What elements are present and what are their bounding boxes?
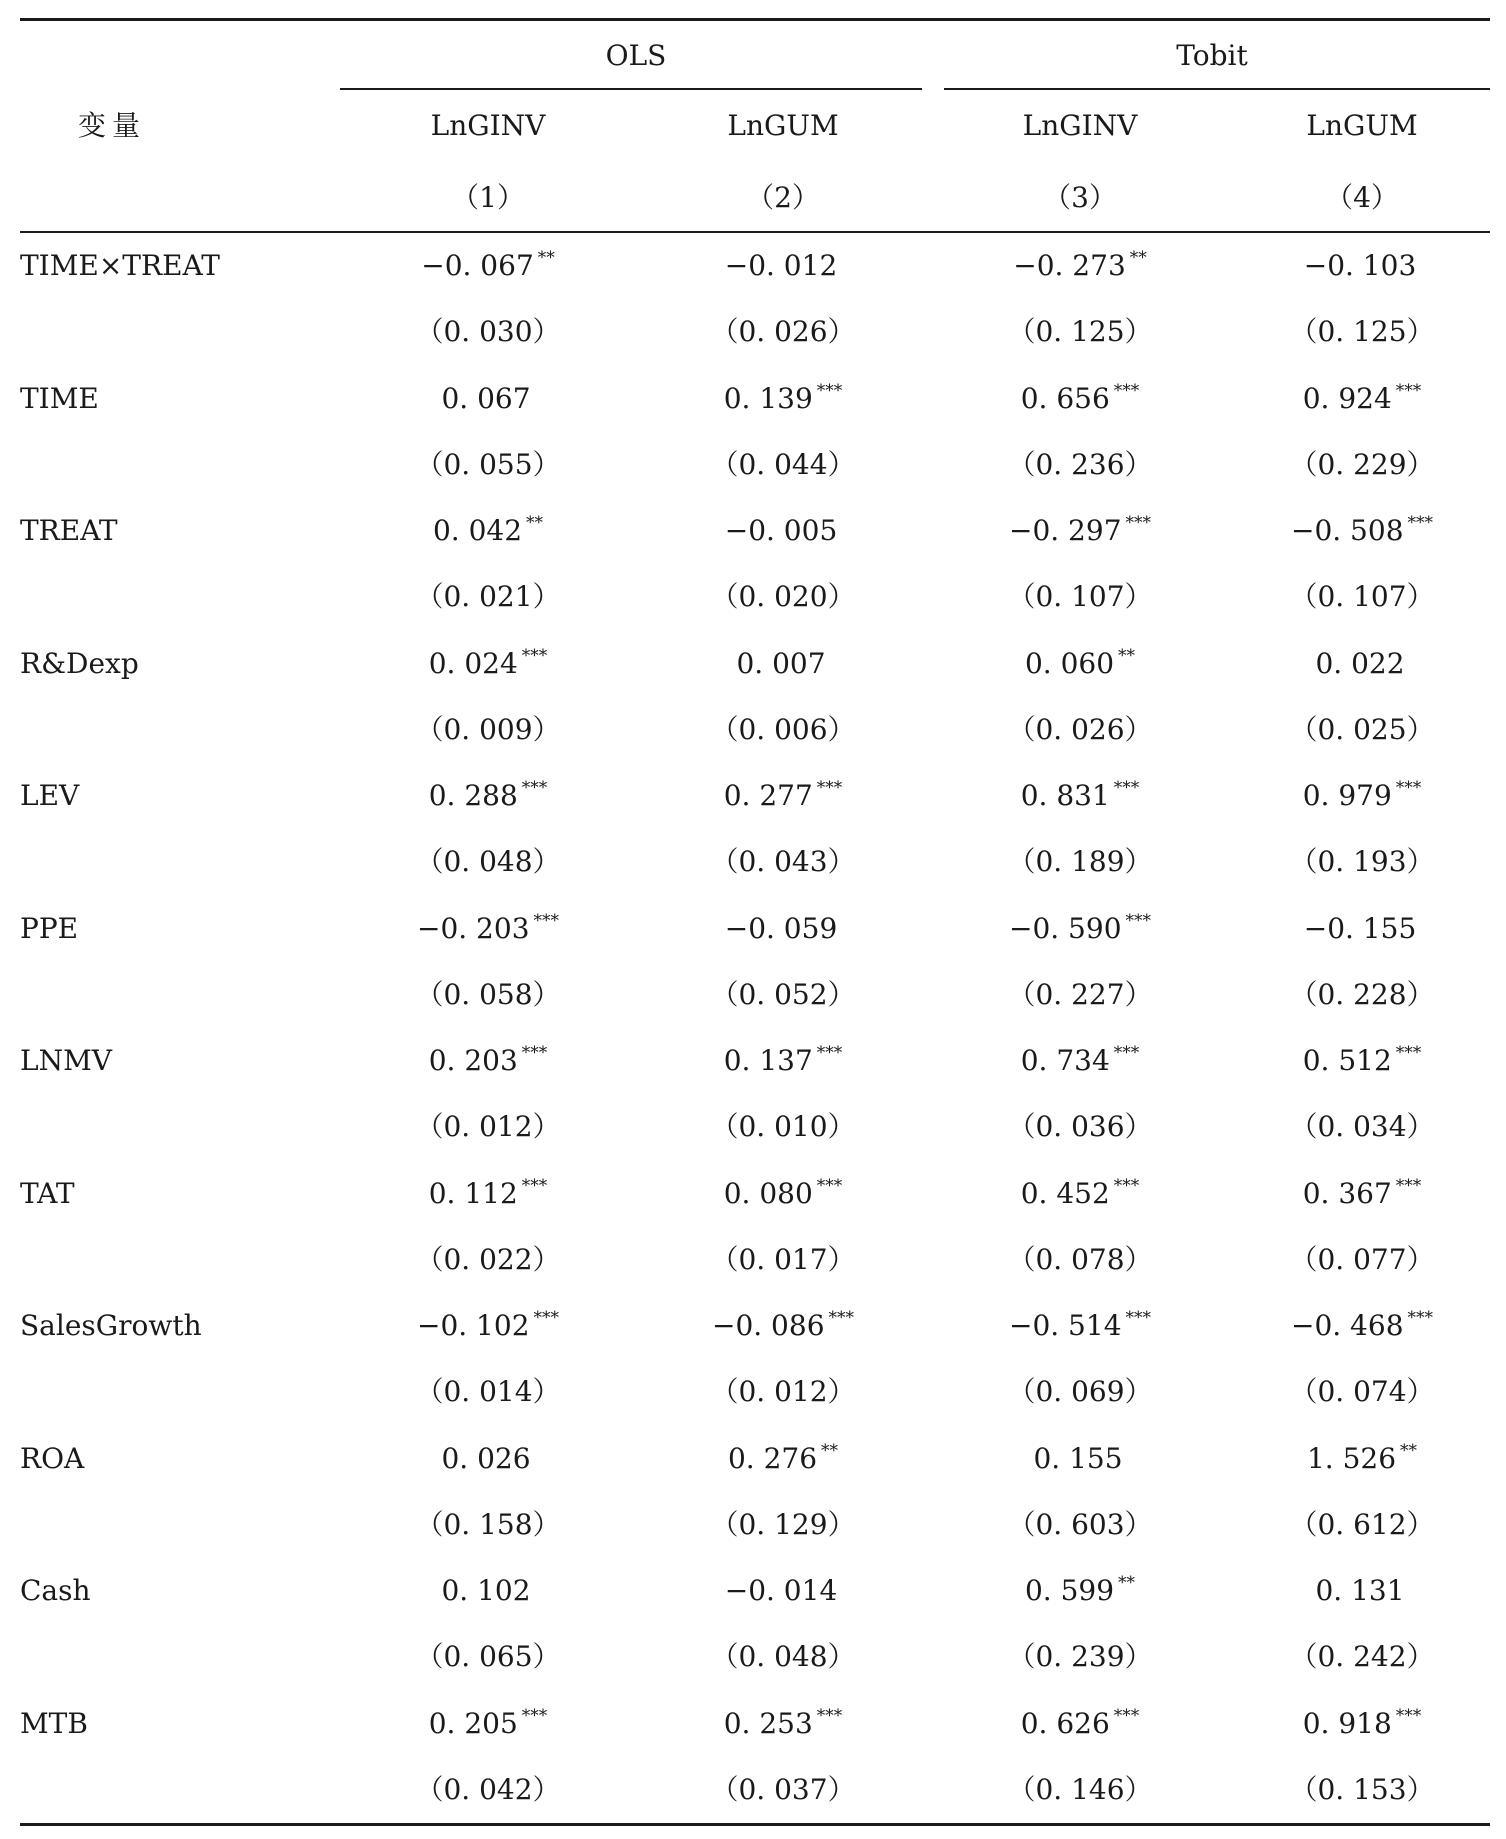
std-error-cell: （0. 069） [1007,1375,1153,1408]
coef-value: 0. 112 [428,1176,518,1210]
group-header-tobit: Tobit [1176,39,1248,72]
coef-cell [428,645,548,680]
row-label: MTB [20,1706,88,1740]
coef-cell [428,1705,548,1740]
row-label: Cash [20,1574,91,1607]
coef-cell [727,1440,839,1475]
coef-value: 0. 979 [1302,779,1392,812]
significance-stars: *** [816,778,843,798]
significance-stars: *** [816,380,843,401]
coef-value: −0. 067 [421,249,534,282]
std-error-cell: （0. 034） [1289,1110,1435,1143]
coef-value: −0. 514 [1008,1309,1122,1342]
std-error-cell: （0. 020） [710,580,856,613]
std-error-cell: （0. 107） [1007,580,1153,613]
std-error-cell: （0. 236） [1007,447,1153,481]
std-error-cell: （0. 043） [710,845,856,878]
significance-stars: *** [816,1043,843,1063]
coef-cell [1290,513,1434,547]
significance-stars: *** [521,645,548,666]
column-dep-var-4: LnGUM [1306,109,1418,142]
std-error-cell: （0. 227） [1007,977,1153,1011]
std-error-cell: （0. 030） [415,315,561,348]
coef-cell [428,1175,548,1210]
coef-cell [1302,1175,1422,1210]
significance-stars: *** [533,1308,560,1328]
coef-cell [1290,1308,1434,1342]
std-error-cell: （0. 603） [1007,1507,1153,1541]
significance-stars: ** [1118,1573,1136,1593]
significance-stars: *** [1113,380,1140,401]
coef-value: 0. 831 [1020,779,1110,812]
column-dep-var-2: LnGUM [727,109,839,142]
column-dep-var-1: LnGINV [430,109,546,142]
coef-cell [736,646,829,680]
std-error-cell: （0. 239） [1007,1640,1153,1673]
coef-value: −0. 059 [724,911,838,945]
coef-value: 0. 599 [1024,1574,1115,1607]
std-error-cell: （0. 017） [710,1242,856,1276]
coef-value: 0. 367 [1302,1176,1392,1210]
std-error-cell: （0. 125） [1289,315,1435,348]
coef-cell [724,514,842,547]
std-error-cell: （0. 042） [415,1772,561,1806]
coef-value: 0. 253 [723,1706,813,1740]
significance-stars: ** [1129,248,1147,268]
significance-stars: *** [1125,513,1152,533]
row-label: TAT [20,1176,75,1210]
std-error-cell: （0. 242） [1289,1640,1435,1673]
coef-value: 0. 288 [428,779,518,812]
coef-cell [723,778,843,812]
coef-value: −0. 012 [724,249,838,282]
std-error-cell: （0. 055） [415,447,561,481]
coef-value: 0. 007 [736,646,826,680]
coef-cell [1302,778,1422,812]
variable-header: 变量 [78,109,147,142]
significance-stars: *** [1113,1705,1140,1726]
std-error-cell: （0. 048） [415,845,561,878]
top-rule [20,18,1490,21]
std-error-cell: （0. 078） [1007,1242,1153,1276]
coef-value: 1. 526 [1306,1441,1397,1475]
coef-value: 0. 734 [1020,1044,1110,1077]
coef-cell [1024,645,1136,680]
coef-cell [1315,1574,1408,1607]
std-error-cell: （0. 612） [1289,1507,1435,1541]
significance-stars: *** [521,1175,548,1196]
significance-stars: *** [533,910,560,931]
coef-cell [441,1574,534,1607]
coef-value: −0. 203 [416,911,530,945]
significance-stars: *** [1395,1043,1422,1063]
coef-cell [723,1043,843,1077]
ols-group-rule [340,88,922,90]
std-error-cell: （0. 052） [710,977,856,1011]
coef-value: 0. 137 [723,1044,813,1077]
coef-cell [1033,1441,1126,1475]
coef-cell [441,1441,534,1475]
coef-cell [441,381,534,415]
coef-value: −0. 508 [1290,514,1404,547]
coef-cell [1008,910,1152,945]
coef-cell [724,249,842,282]
coef-cell [724,1574,842,1607]
std-error-cell: （0. 125） [1007,315,1153,348]
coef-value: 0. 067 [441,381,531,415]
row-label: TREAT [20,514,118,547]
column-number-4: （4） [1325,181,1399,214]
group-header-ols: OLS [605,39,667,72]
coef-cell [1020,778,1140,812]
coef-value: 0. 102 [441,1574,531,1607]
coef-value: −0. 086 [711,1309,825,1342]
significance-stars: *** [1113,1043,1140,1063]
coef-cell [1020,1705,1140,1740]
column-number-2: （2） [746,181,820,214]
coef-value: 0. 918 [1302,1706,1392,1740]
coef-cell [428,1043,548,1077]
coef-cell [1302,380,1422,415]
significance-stars: *** [1395,1175,1422,1196]
std-error-cell: （0. 058） [415,977,561,1011]
coef-cell [1013,248,1147,282]
column-number-1: （1） [451,181,525,214]
significance-stars: *** [521,778,548,798]
coef-value: 0. 277 [723,779,813,812]
coef-value: 0. 131 [1315,1574,1405,1607]
significance-stars: ** [1118,645,1136,666]
coef-cell [1315,646,1408,680]
coef-cell [723,1705,843,1740]
std-error-cell: （0. 107） [1289,580,1435,613]
significance-stars: *** [521,1043,548,1063]
coef-cell [724,911,842,945]
std-error-cell: （0. 012） [710,1375,856,1408]
std-error-cell: （0. 044） [710,447,856,481]
coef-cell [1302,1705,1422,1740]
std-error-cell: （0. 037） [710,1772,856,1806]
std-error-cell: （0. 129） [710,1507,856,1541]
coef-value: 0. 205 [428,1706,518,1740]
coef-value: 0. 139 [723,381,813,415]
std-error-cell: （0. 021） [415,580,561,613]
row-label: LNMV [20,1044,112,1077]
header-bottom-rule [20,231,1490,233]
coef-cell [421,248,555,282]
significance-stars: ** [526,513,544,533]
coef-cell [1020,380,1140,415]
coef-value: 0. 024 [428,646,518,680]
std-error-cell: （0. 022） [415,1242,561,1276]
std-error-cell: （0. 025） [1289,712,1435,746]
significance-stars: *** [1395,380,1422,401]
std-error-cell: （0. 036） [1007,1110,1153,1143]
coef-value: 0. 452 [1020,1176,1110,1210]
std-error-cell: （0. 153） [1289,1772,1435,1806]
coef-value: 0. 155 [1033,1441,1123,1475]
coef-cell [416,910,560,945]
coef-value: 0. 042 [432,514,523,547]
significance-stars: *** [1113,778,1140,798]
row-label: LEV [20,779,80,812]
coef-value: −0. 273 [1013,249,1126,282]
coef-cell [1008,1308,1152,1342]
significance-stars: ** [1400,1440,1418,1461]
significance-stars: *** [828,1308,855,1328]
std-error-cell: （0. 158） [415,1507,561,1541]
std-error-cell: （0. 146） [1007,1772,1153,1806]
column-number-3: （3） [1043,181,1117,214]
std-error-cell: （0. 077） [1289,1242,1435,1276]
std-error-cell: （0. 074） [1289,1375,1435,1408]
coef-value: 0. 924 [1302,381,1392,415]
coef-value: −0. 297 [1008,514,1122,547]
significance-stars: *** [1407,1308,1434,1328]
coef-value: −0. 014 [724,1574,838,1607]
significance-stars: *** [1395,778,1422,798]
significance-stars: ** [821,1440,839,1461]
coef-value: 0. 512 [1302,1044,1392,1077]
coef-value: 0. 276 [727,1441,818,1475]
coef-cell [723,380,843,415]
coef-cell [1020,1043,1140,1077]
coef-value: 0. 626 [1020,1706,1110,1740]
coef-cell [1303,911,1421,945]
coef-value: −0. 103 [1303,249,1417,282]
row-label: R&Dexp [20,646,139,680]
row-label: TIME [20,381,99,415]
coef-value: −0. 102 [416,1309,530,1342]
significance-stars: *** [1407,513,1434,533]
coef-value: 0. 026 [441,1441,531,1475]
coef-cell [432,513,544,547]
coef-value: 0. 203 [428,1044,518,1077]
coef-value: 0. 080 [723,1176,813,1210]
bottom-rule [20,1823,1490,1826]
row-label: PPE [20,911,79,945]
std-error-cell: （0. 048） [710,1640,856,1673]
std-error-cell: （0. 026） [1007,712,1153,746]
row-label: SalesGrowth [20,1309,202,1342]
coef-cell [1020,1175,1140,1210]
coef-value: 0. 060 [1024,646,1115,680]
coef-cell [711,1308,855,1342]
std-error-cell: （0. 014） [415,1375,561,1408]
std-error-cell: （0. 065） [415,1640,561,1673]
std-error-cell: （0. 010） [710,1110,856,1143]
coef-value: −0. 590 [1008,911,1122,945]
std-error-cell: （0. 009） [415,712,561,746]
tobit-group-rule [944,88,1490,90]
std-error-cell: （0. 229） [1289,447,1435,481]
significance-stars: *** [521,1705,548,1726]
std-error-cell: （0. 189） [1007,845,1153,878]
coef-cell [723,1175,843,1210]
std-error-cell: （0. 026） [710,315,856,348]
coef-cell [1303,249,1421,282]
row-label: TIME×TREAT [20,249,220,282]
significance-stars: *** [1125,910,1152,931]
coef-value: 0. 022 [1315,646,1405,680]
std-error-cell: （0. 193） [1289,845,1435,878]
significance-stars: *** [1125,1308,1152,1328]
row-label: ROA [20,1441,85,1475]
significance-stars: *** [816,1705,843,1726]
coef-cell [1024,1573,1136,1607]
coef-cell [428,778,548,812]
std-error-cell: （0. 006） [710,712,856,746]
std-error-cell: （0. 228） [1289,977,1435,1011]
significance-stars: *** [816,1175,843,1196]
coef-cell [416,1308,560,1342]
significance-stars: *** [1395,1705,1422,1726]
significance-stars: ** [537,248,555,268]
std-error-cell: （0. 012） [415,1110,561,1143]
coef-value: −0. 468 [1290,1309,1404,1342]
coef-cell [1302,1043,1422,1077]
coef-value: 0. 656 [1020,381,1110,415]
significance-stars: *** [1113,1175,1140,1196]
column-dep-var-3: LnGINV [1022,109,1138,142]
coef-cell [1008,513,1152,547]
coef-value: −0. 155 [1303,911,1417,945]
coef-value: −0. 005 [724,514,838,547]
coef-cell [1306,1440,1418,1475]
